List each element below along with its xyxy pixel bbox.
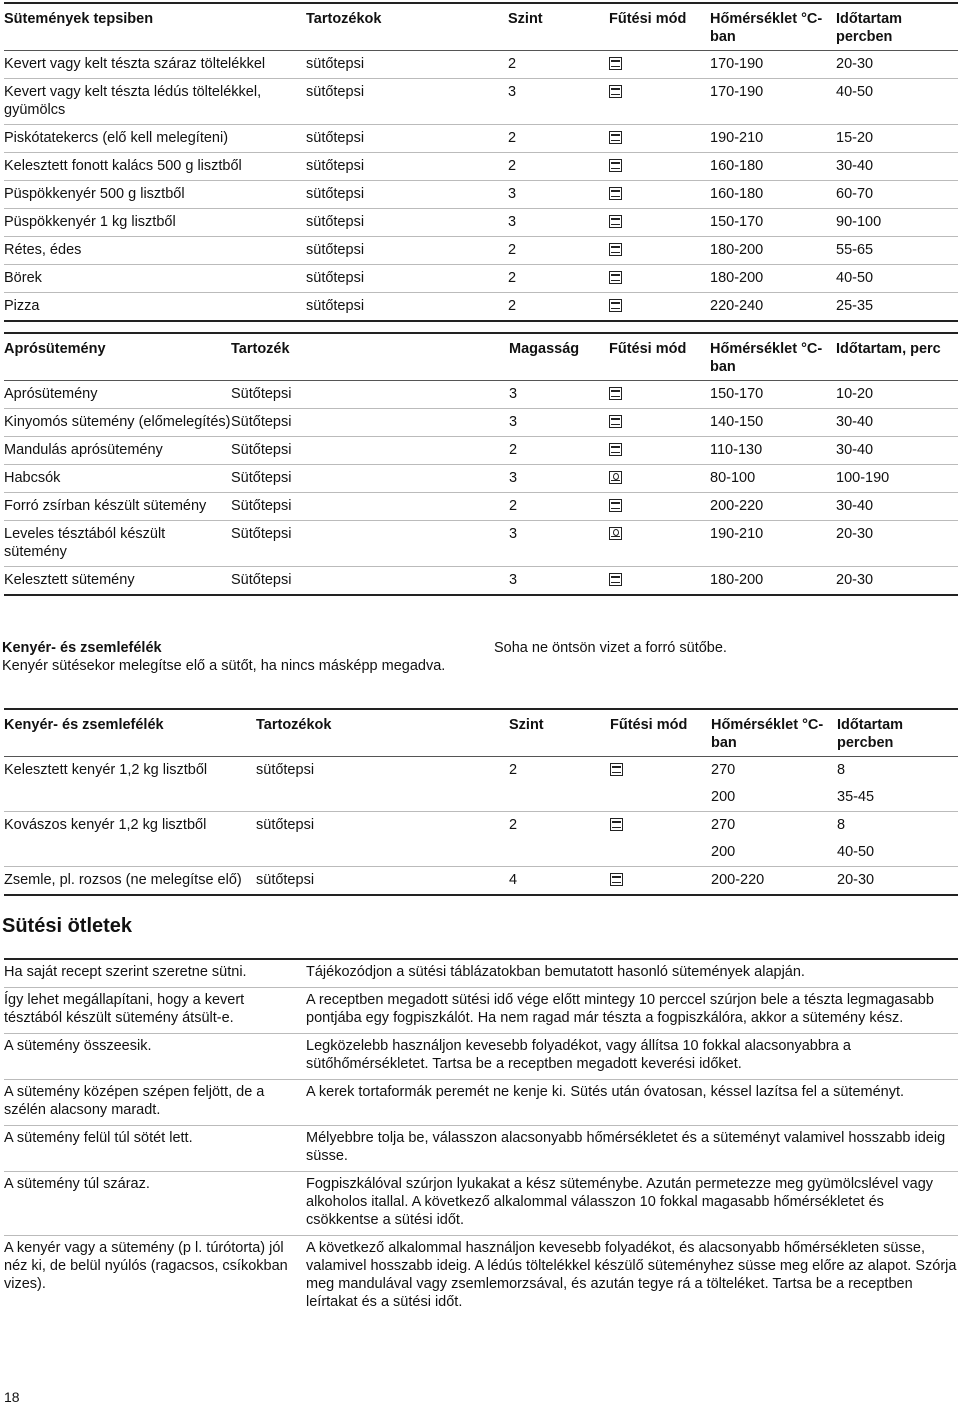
- cell-level: 3: [508, 181, 609, 209]
- top-bottom-heat-icon: [610, 763, 623, 776]
- cell-temp: 160-180: [710, 181, 836, 209]
- tips-row: [4, 988, 958, 1034]
- col-header-temp: Hőmérséklet °C-ban: [710, 333, 836, 381]
- col-header-dish: Sütemények tepsiben: [4, 3, 306, 51]
- cell-time: 100-190: [836, 465, 958, 493]
- cell-accessory: sütőtepsi: [306, 237, 508, 265]
- cell-dish: Aprósütemény: [4, 381, 231, 409]
- table-row: [4, 784, 958, 812]
- cell-level: 4: [509, 867, 610, 896]
- cell-accessory: sütőtepsi: [256, 867, 509, 896]
- cell-level: 2: [508, 51, 609, 79]
- cell-dish: Kelesztett sütemény: [4, 567, 231, 596]
- cell-accessory: Sütőtepsi: [231, 381, 509, 409]
- cell-temp: 180-200: [710, 567, 836, 596]
- tip-problem: Ha saját recept szerint szeretne sütni.: [4, 959, 306, 988]
- cell-dish: Mandulás aprósütemény: [4, 437, 231, 465]
- cell-accessory: sütőtepsi: [306, 79, 508, 125]
- tips-table: [4, 958, 958, 1317]
- cell-level: 2: [508, 293, 609, 322]
- cell-accessory: sütőtepsi: [306, 153, 508, 181]
- col-header-accessory: Tartozékok: [306, 3, 508, 51]
- col-header-accessory: Tartozék: [231, 333, 509, 381]
- cell-accessory: Sütőtepsi: [231, 437, 509, 465]
- table-row: [4, 181, 958, 209]
- tip-solution: A receptben megadott sütési idő vége előtt mintegy 10 perccel szúrjon bele a tészta legmagasabb pontjába egy fogpiszkálót. Ha nem ragad már tészta a fogpiszkálóra, akkor a sütemény kész.: [306, 988, 958, 1034]
- cell-temp: 200-220: [711, 867, 837, 896]
- fan-heat-icon: [609, 527, 622, 540]
- table-row: [4, 209, 958, 237]
- cell-time: 25-35: [836, 293, 958, 322]
- cell-time: 10-20: [836, 381, 958, 409]
- cell-temp: 80-100: [710, 465, 836, 493]
- cell-time: 90-100: [836, 209, 958, 237]
- cell-dish: Kinyomós sütemény (előmelegítés): [4, 409, 231, 437]
- tip-solution: A következő alkalommal használjon kevesebb folyadékot, és alacsonyabb hőmérsékleten süsse, valamivel hosszabb ideig. A lédús töltelékkel készülő süteményhez süsse meg előre az alapot. Szórja meg mandulával vagy zsemlemorzsával, és azután tegye rá a tölteléket. Tartsa be a receptben leírtakat és a sütési időt.: [306, 1240, 957, 1310]
- table-row: [4, 867, 958, 896]
- cell-temp: 170-190: [710, 51, 836, 79]
- tip-problem: A sütemény középen szépen feljött, de a szélén alacsony maradt.: [4, 1080, 306, 1126]
- col-header-temp: Hőmérséklet °C-ban: [711, 709, 837, 757]
- cell-temp: 270: [711, 762, 736, 778]
- cell-dish: Kelesztett kenyér 1,2 kg lisztből: [4, 762, 208, 778]
- cell-level: 2: [508, 237, 609, 265]
- cell-accessory: sütőtepsi: [306, 181, 508, 209]
- cell-level: 3: [509, 567, 609, 596]
- tip-problem: A sütemény túl száraz.: [4, 1172, 306, 1236]
- cell-time: 30-40: [836, 153, 958, 181]
- tip-problem: Így lehet megállapítani, hogy a kevert tésztából készült sütemény átsült-e.: [4, 988, 306, 1034]
- cell-time: 30-40: [836, 493, 958, 521]
- col-header-level: Szint: [508, 3, 609, 51]
- cell-dish: Leveles tésztából készült sütemény: [4, 521, 231, 567]
- cell-temp: 170-190: [710, 79, 836, 125]
- tips-title: Sütési ötletek: [2, 915, 133, 937]
- col-header-level: Szint: [509, 709, 610, 757]
- cell-temp: 200: [711, 784, 837, 812]
- table-row: [4, 51, 958, 79]
- cell-dish: Börek: [4, 265, 306, 293]
- cell-dish: Püspökkenyér 1 kg lisztből: [4, 209, 306, 237]
- table-row: [4, 79, 958, 125]
- table-row: [4, 493, 958, 521]
- cell-time: 8: [837, 762, 846, 778]
- tips-row: [4, 959, 958, 988]
- cell-dish: Habcsók: [4, 465, 231, 493]
- top-bottom-heat-icon: [609, 159, 622, 172]
- page-number: 18: [4, 1389, 20, 1405]
- bread-table: [4, 708, 958, 896]
- cell-time: 30-40: [836, 409, 958, 437]
- cell-temp: 160-180: [710, 153, 836, 181]
- table-header-row: [4, 709, 958, 757]
- cell-time: 40-50: [836, 79, 958, 125]
- cell-level: 2: [508, 265, 609, 293]
- cell-level: 3: [508, 79, 609, 125]
- table-row: [4, 839, 958, 867]
- cell-time: 40-50: [837, 839, 958, 867]
- table-row: [4, 567, 958, 596]
- tip-problem: A kenyér vagy a sütemény (p l. túrótorta) jól néz ki, de belül nyúlós (ragacsos, csíkokban vizes).: [4, 1240, 288, 1292]
- top-bottom-heat-icon: [609, 387, 622, 400]
- fan-heat-icon: [609, 471, 622, 484]
- cell-dish: Forró zsírban készült sütemény: [4, 493, 231, 521]
- cell-dish: Kevert vagy kelt tészta lédús töltelékkel, gyümölcs: [4, 79, 306, 125]
- col-header-temp: Hőmérséklet °C-ban: [710, 3, 836, 51]
- top-bottom-heat-icon: [609, 243, 622, 256]
- top-bottom-heat-icon: [610, 873, 623, 886]
- cell-temp: 180-200: [710, 265, 836, 293]
- tip-solution: Mélyebbre tolja be, válasszon alacsonyabb hőmérsékletet és a süteményt valamivel hosszabb ideig süsse.: [306, 1126, 958, 1172]
- table-row: [4, 293, 958, 322]
- table-row: [4, 265, 958, 293]
- cell-dish: Zsemle, pl. rozsos (ne melegítse elő): [4, 867, 256, 896]
- table-row: [4, 521, 958, 567]
- cell-accessory: sütőtepsi: [306, 209, 508, 237]
- tip-problem: A sütemény felül túl sötét lett.: [4, 1126, 306, 1172]
- cell-accessory: Sütőtepsi: [231, 409, 509, 437]
- top-bottom-heat-icon: [609, 187, 622, 200]
- cell-level: 2: [509, 762, 518, 778]
- cell-accessory: sütőtepsi: [256, 817, 315, 833]
- cell-temp: 110-130: [710, 437, 836, 465]
- cell-level: 2: [509, 817, 518, 833]
- top-bottom-heat-icon: [609, 573, 622, 586]
- cell-dish: Kelesztett fonott kalács 500 g lisztből: [4, 153, 306, 181]
- cell-dish: Pizza: [4, 293, 306, 322]
- cell-accessory: sütőtepsi: [306, 265, 508, 293]
- table-header-row: [4, 3, 958, 51]
- cell-time: 30-40: [836, 437, 958, 465]
- tips-row: [4, 1080, 958, 1126]
- top-bottom-heat-icon: [610, 818, 623, 831]
- col-header-mode: Fűtési mód: [609, 333, 710, 381]
- cell-level: 3: [509, 521, 609, 567]
- top-bottom-heat-icon: [609, 415, 622, 428]
- cell-level: 2: [509, 493, 609, 521]
- table-row: [4, 757, 958, 785]
- cell-time: 20-30: [836, 521, 958, 567]
- cell-dish: Kovászos kenyér 1,2 kg lisztből: [4, 817, 207, 833]
- col-header-time: Időtartam percben: [837, 709, 958, 757]
- cell-accessory: sütőtepsi: [306, 125, 508, 153]
- cell-time: 20-30: [836, 567, 958, 596]
- col-header-time: Időtartam percben: [836, 3, 958, 51]
- cell-level: 3: [509, 381, 609, 409]
- cell-time: 15-20: [836, 125, 958, 153]
- table-row: [4, 237, 958, 265]
- col-header-time: Időtartam, perc: [836, 333, 958, 381]
- top-bottom-heat-icon: [609, 271, 622, 284]
- table-row: [4, 409, 958, 437]
- col-header-dish: Kenyér- és zsemlefélék: [4, 709, 256, 757]
- cell-temp: 190-210: [710, 521, 836, 567]
- top-bottom-heat-icon: [609, 299, 622, 312]
- cell-temp: 150-170: [710, 381, 836, 409]
- top-bottom-heat-icon: [609, 131, 622, 144]
- cell-time: 35-45: [837, 784, 958, 812]
- cell-accessory: Sütőtepsi: [231, 493, 509, 521]
- tips-row: [4, 1126, 958, 1172]
- tips-row: [4, 1172, 958, 1236]
- cell-accessory: sütőtepsi: [306, 51, 508, 79]
- cell-time: 40-50: [836, 265, 958, 293]
- tip-solution: Legközelebb használjon kevesebb folyadékot, vagy állítsa 10 fokkal alacsonyabbra a sütőhőmérsékletet. Tartsa be a receptben megadott keverési időket.: [306, 1034, 958, 1080]
- table-row: [4, 465, 958, 493]
- cell-accessory: Sütőtepsi: [231, 465, 509, 493]
- col-header-height: Magasság: [509, 333, 609, 381]
- top-bottom-heat-icon: [609, 57, 622, 70]
- cell-temp: 220-240: [710, 293, 836, 322]
- table-row: [4, 381, 958, 409]
- cakes-tray-table: [4, 2, 958, 322]
- cell-level: 3: [509, 409, 609, 437]
- cell-temp: 180-200: [710, 237, 836, 265]
- top-bottom-heat-icon: [609, 443, 622, 456]
- small-pastry-table: [4, 332, 958, 596]
- cell-accessory: sütőtepsi: [256, 762, 315, 778]
- cell-temp: 200: [711, 839, 837, 867]
- cell-accessory: sütőtepsi: [306, 293, 508, 322]
- cell-temp: 270: [711, 817, 736, 833]
- col-header-mode: Fűtési mód: [610, 709, 711, 757]
- col-header-accessory: Tartozékok: [256, 709, 509, 757]
- tip-solution: Fogpiszkálóval szúrjon lyukakat a kész süteménybe. Azután permetezze meg gyümölcslével vagy alkoholos itallal. A következő alkalommal válasszon 10 fokkal magasabb hőmérsékletet és csökkentse a sütési időt.: [306, 1172, 958, 1236]
- cell-accessory: Sütőtepsi: [231, 567, 509, 596]
- cell-time: 20-30: [837, 867, 958, 896]
- cell-level: 2: [508, 153, 609, 181]
- table-row: [4, 125, 958, 153]
- table-row: [4, 153, 958, 181]
- cell-accessory: Sütőtepsi: [231, 521, 509, 567]
- cell-level: 3: [509, 465, 609, 493]
- cell-temp: 190-210: [710, 125, 836, 153]
- cell-time: 60-70: [836, 181, 958, 209]
- tips-row: [4, 1034, 958, 1080]
- cell-temp: 140-150: [710, 409, 836, 437]
- col-header-mode: Fűtési mód: [609, 3, 710, 51]
- tip-problem: A sütemény összeesik.: [4, 1034, 306, 1080]
- tip-solution: Tájékozódjon a sütési táblázatokban bemutatott hasonló sütemények alapján.: [306, 959, 958, 988]
- bread-intro-title: Kenyér- és zsemlefélék: [2, 640, 162, 656]
- bread-intro-text: Kenyér sütésekor melegítse elő a sütőt, ha nincs másképp megadva.: [2, 658, 446, 674]
- top-bottom-heat-icon: [609, 499, 622, 512]
- cell-time: 8: [837, 817, 846, 833]
- tips-row: [4, 1236, 958, 1318]
- table-row: [4, 437, 958, 465]
- cell-level: 2: [509, 437, 609, 465]
- cell-level: 3: [508, 209, 609, 237]
- cell-dish: Piskótatekercs (elő kell melegíteni): [4, 125, 306, 153]
- cell-level: 2: [508, 125, 609, 153]
- table-row: [4, 812, 958, 840]
- bread-warning: Soha ne öntsön vizet a forró sütőbe.: [494, 640, 727, 656]
- cell-temp: 150-170: [710, 209, 836, 237]
- cell-time: 55-65: [836, 237, 958, 265]
- cell-dish: Kevert vagy kelt tészta száraz töltelékkel: [4, 51, 306, 79]
- top-bottom-heat-icon: [609, 215, 622, 228]
- cell-dish: Püspökkenyér 500 g lisztből: [4, 181, 306, 209]
- cell-time: 20-30: [836, 51, 958, 79]
- tip-solution: A kerek tortaformák peremét ne kenje ki. Sütés után óvatosan, késsel lazítsa fel a süteményt.: [306, 1080, 958, 1126]
- cell-dish: Rétes, édes: [4, 237, 306, 265]
- bread-intro: [2, 639, 472, 675]
- cell-temp: 200-220: [710, 493, 836, 521]
- top-bottom-heat-icon: [609, 85, 622, 98]
- col-header-dish: Aprósütemény: [4, 333, 231, 381]
- table-header-row: [4, 333, 958, 381]
